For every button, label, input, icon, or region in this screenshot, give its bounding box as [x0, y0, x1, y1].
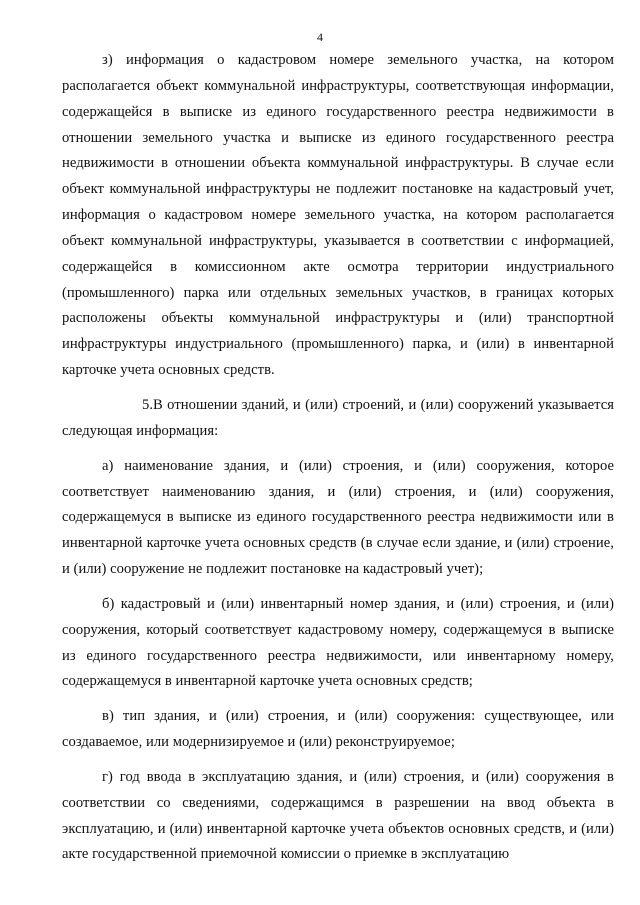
paragraph-a [62, 454, 614, 583]
paragraph-text: в) тип здания, и (или) строения, и (или) сооружения: существующее, или создаваемое, или модернизируемое и (или) реконструируемое; [62, 708, 614, 751]
document-body [62, 48, 614, 868]
paragraph-v [62, 704, 614, 756]
paragraph-text: б) кадастровый и (или) инвентарный номер здания, и (или) строения, и (или) сооружения, который соответствует кадастровому номеру, содержащемуся в выписке из единого государственного реестра недвижимости, или инвентарному номеру, содержащемуся в инвентарной карточке учета основных средств; [62, 595, 614, 690]
paragraph-text: з) информация о кадастровом номере земельного участка, на котором располагается объект коммунальной инфраструктуры, соответствующая информации, содержащейся в выписке из единого государственного реестра недвижимости в отношении земельного участка и выписке из единого государственного реестра недвижимости в отношении объекта коммунальной инфраструктуры. В случае если объект коммунальной инфраструктуры не подлежит постановке на кадастровый учет, информация о кадастровом номере земельного участка, на котором располагается объект коммунальной инфраструктуры, указывается в соответствии с информацией, содержащейся в комиссионном акте осмотра территории индустриального (промышленного) парка или отдельных земельных участков, в границах которых расположены объекты коммунальной инфраструктуры и (или) транспортной инфраструктуры индустриального (промышленного) парка, и (или) в инвентарной карточке учета основных средств. [62, 52, 614, 379]
paragraph-number: 5. [142, 396, 154, 413]
paragraph-5 [62, 393, 614, 445]
paragraph-text: г) год ввода в эксплуатацию здания, и (или) строения, и (или) сооружения в соответствии со сведениями, содержащимся в разрешении на ввод объекта в эксплуатацию, и (или) инвентарной карточке учета объектов основных средств, и (или) акте государственной приемочной комиссии о приемке в эксплуатацию [62, 768, 614, 863]
paragraph-b [62, 592, 614, 695]
paragraph-z [62, 48, 614, 384]
paragraph-text: а) наименование здания, и (или) строения, и (или) сооружения, которое соответствует наименованию здания, и (или) строения, и (или) сооружения, содержащемуся в выписке из единого государственного реестра недвижимости или в инвентарной карточке учета основных средств (в случае если здание, и (или) строение, и (или) сооружение не подлежит постановке на кадастровый учет); [62, 457, 614, 578]
page-number: 4 [317, 30, 323, 44]
paragraph-g [62, 765, 614, 868]
paragraph-text: В отношении зданий, и (или) строений, и (или) сооружений указывается следующая информация: [62, 396, 614, 439]
